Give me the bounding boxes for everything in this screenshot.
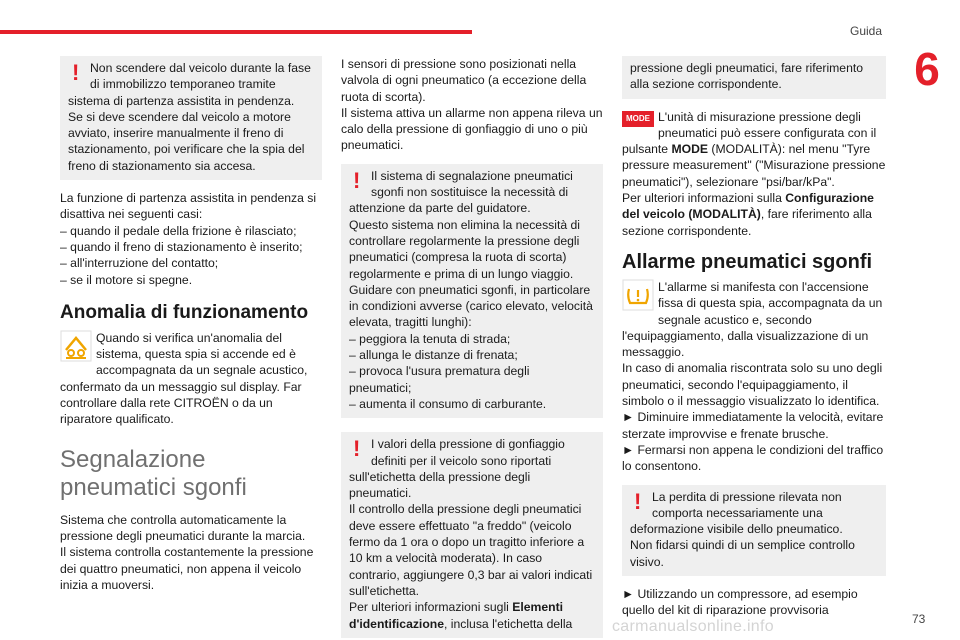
exclamation-icon: ! — [634, 488, 642, 514]
list-item: – quando il pedale della frizione è rilasciato; — [60, 223, 297, 238]
reference-link: Elementi d'identificazione — [349, 600, 564, 631]
tyre-pressure-warning-icon — [622, 279, 654, 311]
heading-segnalazione: Segnalazione pneumatici sgonfi — [60, 445, 247, 501]
heading-anomalia: Anomalia di funzionamento — [60, 301, 309, 323]
warning-text: attenzione da parte del guidatore. Questo sistema non elimina la necessità di controllare regolarmente la pressione degli pneumatici (compresa la ruota di scorta) regolarmente e prima di un lungo viaggio. Guidare con pneumatici sgonfi, in particolare in condizioni avverse (carico elevato, velocità elevata, tragitti lunghi): — [349, 201, 593, 330]
warning-line: comporta necessariamente una — [652, 505, 823, 520]
paragraph: pulsante MODE (MODALITÀ): nel menu "Tyre pressure measurement" ("Misurazione pressione pneumatici"), selezionare "psi/bar/kPa". — [622, 142, 886, 189]
warning-text: pressione degli pneumatici, fare riferimento alla sezione corrispondente. — [630, 61, 864, 92]
warning-line: Non scendere dal veicolo durante la fase — [90, 61, 311, 75]
warning-line: La perdita di pressione rilevata non — [652, 489, 842, 504]
warning-text: sull'etichetta della pressione degli pneumatici. Il controllo della pressione degli pneumatici deve essere effettuato "a freddo" (veicolo fermo da 1 ora o dopo un tragitto inferiore a 10 km a velocità moderata). In caso contrario, aggiungere 0,3 bar ai valori indicati sull'etichetta. — [349, 469, 593, 598]
warning-box — [341, 164, 603, 418]
warning-text: sistema di partenza assistita in pendenza. Se si deve scendere dal veicolo a motore avviato, inserire manualmente il freno di stazionamento, poi verificare che la spia del freno di stazionamento sia accesa. — [68, 93, 305, 173]
paragraph: I sensori di pressione sono posizionati nella valvola di ogni pneumatico (a eccezione della ruota di scorta). Il sistema attiva un allarme non appena rileva un calo della pressione di gonfiaggio di uno o più pneumatici. — [341, 57, 603, 153]
header-accent-bar — [0, 30, 472, 34]
warning-line: I valori della pressione di gonfiaggio — [371, 437, 565, 452]
list-item: – peggiora la tenuta di strada; — [349, 331, 511, 346]
paragraph-line: fissa di questa spia, accompagnata da un — [658, 296, 883, 311]
warning-line: Il sistema di segnalazione pneumatici — [371, 168, 573, 183]
exclamation-icon: ! — [353, 167, 361, 193]
column-1 — [60, 56, 322, 593]
warning-line: sgonfi non sostituisce la necessità di — [371, 185, 569, 200]
list-item: – provoca l'usura prematura degli pneumatici; — [349, 364, 530, 395]
heading-allarme: Allarme pneumatici sgonfi — [622, 250, 873, 273]
instruction-step: ► Diminuire immediatamente la velocità, evitare sterzate improvvise e frenate brusche. — [622, 410, 884, 441]
list-item: – all'interruzione del contatto; — [60, 256, 219, 271]
paragraph: segnale acustico e, secondo l'equipaggiamento, dalla visualizzazione di un messaggio. In caso di anomalia riscontrata solo su uno degli pneumatici, secondo l'equipaggiamento, il simbolo o il messaggio visualizzato lo identifica. — [622, 312, 883, 409]
list-item: – allunga le distanze di frenata; — [349, 348, 518, 363]
exclamation-icon: ! — [353, 436, 361, 462]
warning-box — [341, 432, 603, 638]
paragraph-line: L'allarme si manifesta con l'accensione — [658, 279, 869, 294]
list-item: – se il motore si spegne. — [60, 272, 193, 287]
paragraph: Per ulteriori informazioni sulla Configurazione del veicolo (MODALITÀ), fare riferimento alla sezione corrispondente. — [622, 191, 874, 238]
paragraph-line: pneumatici può essere configurata con il — [658, 125, 877, 140]
chapter-number: 6 — [914, 43, 940, 95]
column-2 — [341, 56, 603, 638]
paragraph: Sistema che controlla automaticamente la pressione degli pneumatici durante la marcia. Il sistema controlla costantemente la pressione dei quattro pneumatici, non appena il veicolo inizia a muoversi. — [60, 512, 314, 592]
warning-box — [622, 56, 886, 99]
warning-box — [60, 56, 322, 180]
column-3 — [622, 56, 886, 619]
warning-box — [622, 485, 886, 576]
warning-line: definiti per il veicolo sono riportati — [371, 453, 552, 468]
warning-line: di immobilizzo temporaneo tramite — [90, 77, 276, 92]
instruction-step: ► Fermarsi non appena le condizioni del traffico lo consentono. — [622, 442, 884, 474]
reference-text: Per ulteriori informazioni sugli Elementi d'identificazione, inclusa l'etichetta della — [349, 600, 573, 631]
list-item: – quando il freno di stazionamento è inserito; — [60, 239, 303, 254]
paragraph-line: L'unità di misurazione pressione degli — [658, 109, 861, 124]
hill-start-warning-icon — [60, 330, 92, 362]
paragraph: La funzione di partenza assistita in pendenza si disattiva nei seguenti casi: — [60, 191, 317, 222]
list-item: – aumenta il consumo di carburante. — [349, 396, 547, 411]
instruction-step: ► Utilizzando un compressore, ad esempio quello del kit di riparazione provvisoria — [622, 587, 858, 618]
warning-text: deformazione visibile dello pneumatico. Non fidarsi quindi di un semplice controllo visivo. — [630, 522, 855, 569]
section-title: Guida — [850, 24, 883, 38]
watermark: carmanualsonline.info — [612, 618, 774, 635]
mode-badge: MODE — [622, 111, 654, 127]
exclamation-icon: ! — [72, 60, 80, 85]
paragraph: Quando si verifica un'anomalia del sistema, questa spia si accende ed è accompagnata da un segnale acustico, confermato da un messaggio sul display. Far controllare dalla rete CITROËN o da un riparatore qualificato. — [60, 330, 308, 427]
page-number: 73 — [912, 612, 926, 626]
